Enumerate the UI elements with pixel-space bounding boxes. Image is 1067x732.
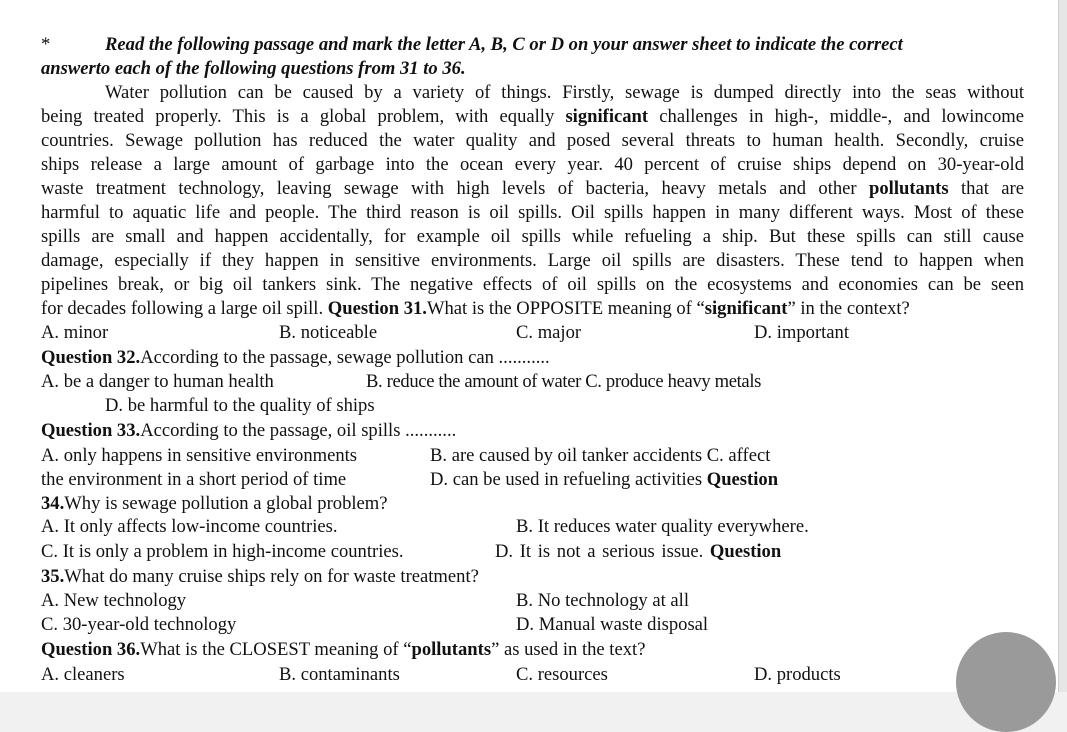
option-c: C. major [516,322,582,343]
question-32-label: Question 32. [41,347,141,368]
option-a: A. It only affects low-income countries. [41,516,338,537]
question-32-stem: Question 32.According to the passage, sewage pollution can ........... [41,347,550,368]
option-d: D. products [754,664,841,685]
passage-line: ships release a large amount of garbage into the ocean every year. 40 percent of cruise ships depend on 30-year-old [41,154,1024,175]
question-36-label: Question 36. [41,639,141,660]
question-33-label: Question 33. [41,420,141,441]
question-36-stem: Question 36.What is the CLOSEST meaning of “pollutants” as used in the text? [41,639,646,660]
question-33-stem: Question 33.According to the passage, oil spills ........... [41,420,457,441]
option-b: B. contaminants [279,664,400,685]
option-a: A. New technology [41,590,187,611]
option-d: D. important [754,322,850,343]
option-d: D. Manual waste disposal [516,614,709,635]
question-35-label: 35. [41,566,65,587]
option-b: B. noticeable [279,322,378,343]
option-d: D. can be used in refueling activities Question [430,469,779,490]
passage-line: harmful to aquatic life and people. The third reason is oil spills. Oil spills happen in many different ways. Most of these [41,202,1024,223]
passage-line: pipelines break, or big oil tankers sink. The negative effects of oil spills on the ecosystems and economies can be seen [41,274,1024,295]
passage-line: spills are small and happen accidentally, for example oil spills while refueling a ship. But these spills can still cause [41,226,1024,247]
instruction-line-1 [41,33,1024,57]
option-a: A. minor [41,322,109,343]
passage-line: damage, especially if they happen in sensitive environments. Large oil spills are disasters. These tend to happen when [41,250,1024,271]
option-a: A. be a danger to human health [41,371,274,392]
passage-line-question-31: for decades following a large oil spill. Question 31.What is the OPPOSITE meaning of “significant” in the context? [41,298,910,319]
passage-line: Water pollution can be caused by a variety of things. Firstly, sewage is dumped directly into the seas without [105,82,1024,103]
keyword-significant: significant [565,106,649,127]
passage-line: being treated properly. This is a global problem, with equally significant challenges in high-, middle-, and lowincome [41,106,1024,127]
option-a: A. only happens in sensitive environments [41,445,358,466]
option-b: B. It reduces water quality everywhere. [516,516,809,537]
floating-action-button[interactable] [956,632,1056,732]
option-d: D. be harmful to the quality of ships [105,395,375,416]
keyword-pollutants: pollutants [869,178,949,199]
option-c-continued: the environment in a short period of time [41,469,347,490]
instruction-star: * [41,34,51,55]
passage-line: waste treatment technology, leaving sewage with high levels of bacteria, heavy metals and other pollutants that are [41,178,1024,199]
option-c: C. resources [516,664,608,685]
instruction-line-2: answerto each of the following questions from 31 to 36. [41,58,466,79]
question-35-label-start: Question [709,541,782,562]
option-c: C. It is only a problem in high-income countries. [41,541,404,562]
instruction-text: Read the following passage and mark the letter A, B, C or D on your answer sheet to indicate the correct [105,34,903,55]
question-34-stem: 34.Why is sewage pollution a global problem? [41,493,388,514]
question-34-label-start: Question [706,469,779,490]
option-b: B. No technology at all [516,590,689,611]
option-c: C. 30-year-old technology [41,614,237,635]
question-31-label: Question 31. [327,298,427,319]
passage-line: countries. Sewage pollution has reduced the water quality and posed several threats to human health. Secondly, cruise [41,130,1024,151]
scrollbar-edge [1058,0,1067,692]
option-d: D. It is not a serious issue. Question [495,541,782,562]
option-a: A. cleaners [41,664,125,685]
question-35-stem: 35.What do many cruise ships rely on for waste treatment? [41,566,479,587]
question-34-label: 34. [41,493,65,514]
option-b-c: B. reduce the amount of water C. produce heavy metals [366,371,762,392]
option-b-c: B. are caused by oil tanker accidents C. affect [430,445,771,466]
